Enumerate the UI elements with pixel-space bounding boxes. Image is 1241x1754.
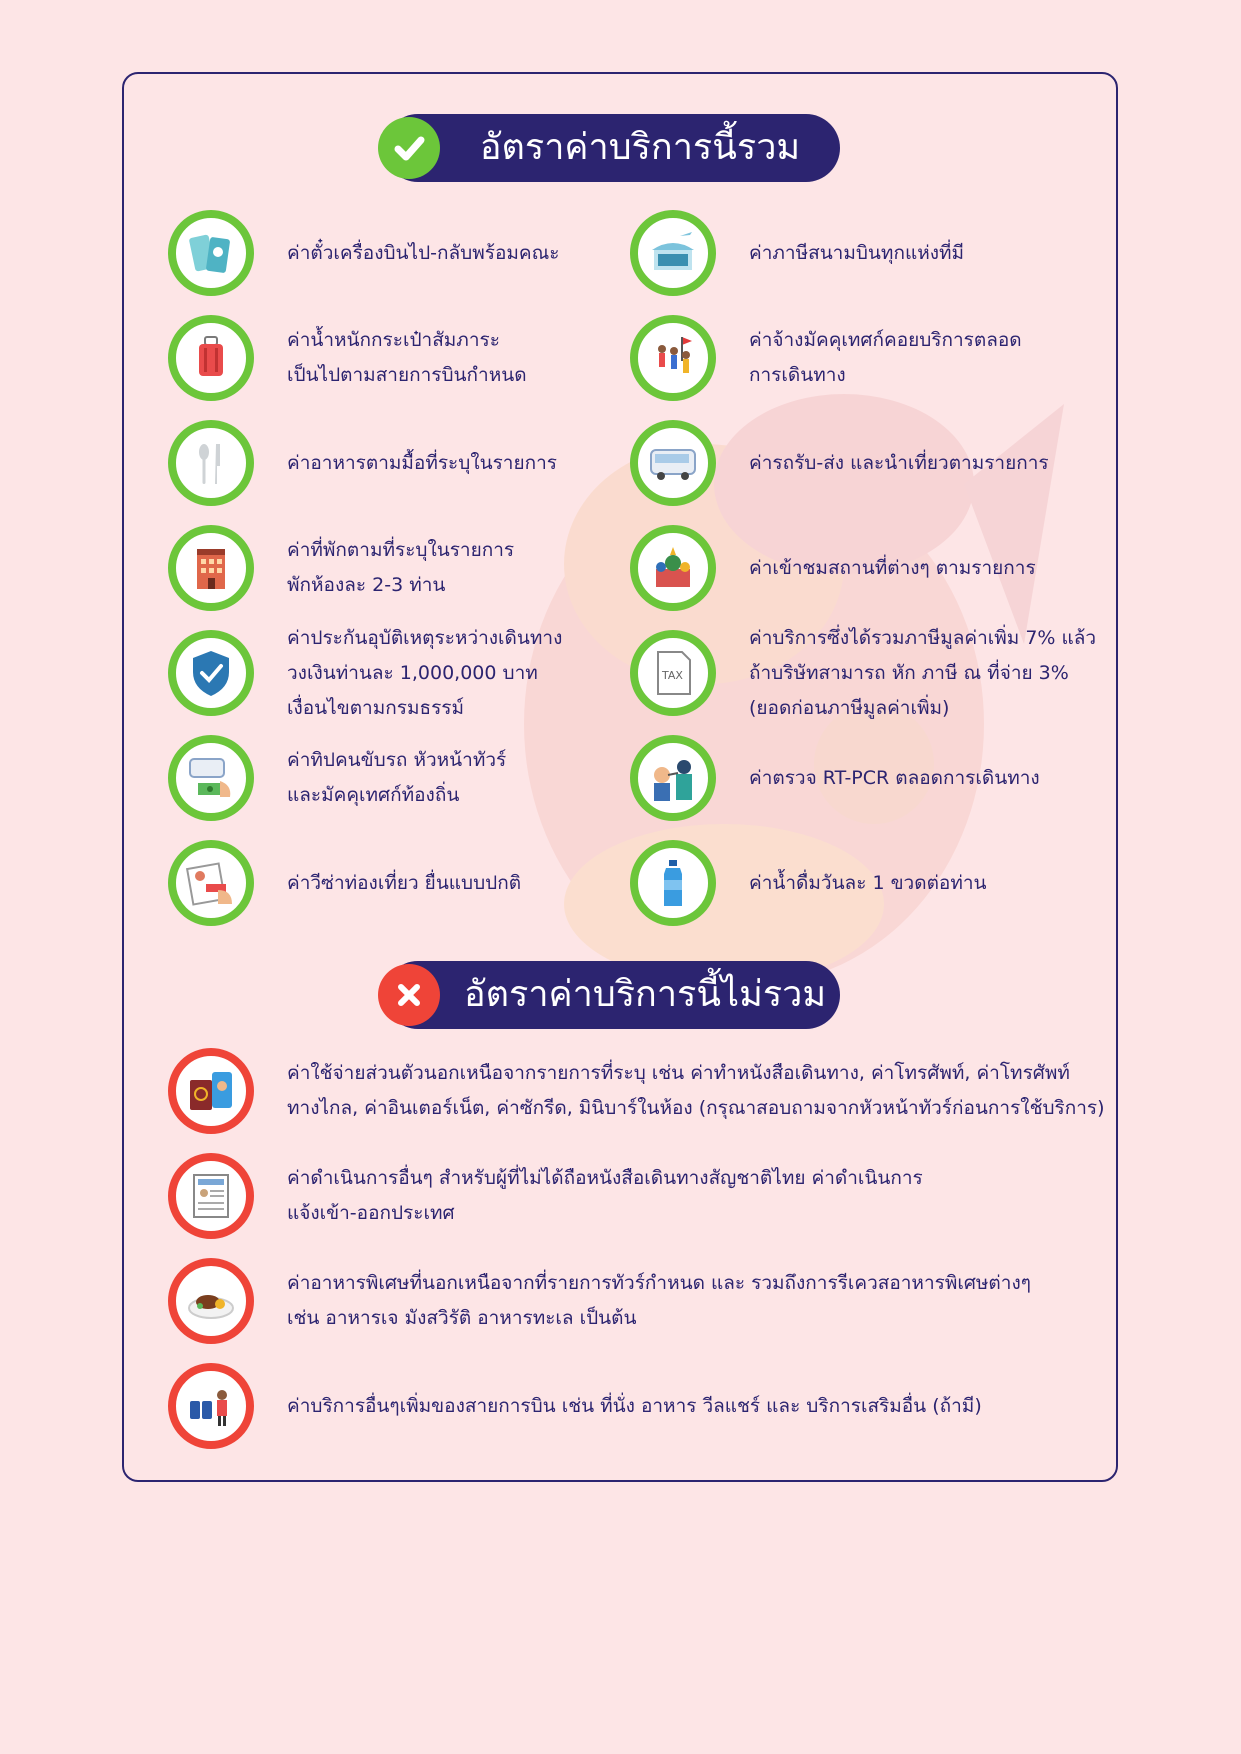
swab-test-icon: [630, 735, 716, 821]
item-text: ทางไกล, ค่าอินเตอร์เน็ต, ค่าซักรีด, มินิบาร์ในห้อง (กรุณาสอบถามจากหัวหน้าทัวร์ก่อนการใช้บริการ): [287, 1097, 1105, 1119]
item-text: ค่าใช้จ่ายส่วนตัวนอกเหนือจากรายการที่ระบุ เช่น ค่าทำหนังสือเดินทาง, ค่าโทรศัพท์, ค่าโทรศัพท์: [287, 1062, 1070, 1084]
item-text: ค่าที่พักตามที่ระบุในรายการ: [287, 539, 515, 561]
item-text: ค่ารถรับ-ส่ง และนำเที่ยวตามรายการ: [749, 451, 1049, 474]
item-text: พักห้องละ 2-3 ท่าน: [287, 574, 446, 596]
item-text: เงื่อนไขตามกรมธรรม์: [287, 696, 465, 719]
document-icon: [168, 1153, 254, 1239]
passport-phone-icon: [168, 1048, 254, 1134]
item-text: วงเงินท่านละ 1,000,000 บาท: [287, 661, 538, 684]
item-text: ค่าภาษีสนามบินทุกแห่งที่มี: [749, 241, 965, 264]
landmark-icon: [630, 525, 716, 611]
item-text: แจ้งเข้า-ออกประเทศ: [287, 1202, 455, 1224]
item-text: ค่าบริการอื่นๆเพิ่มของสายการบิน เช่น ที่นั่ง อาหาร วีลแชร์ และ บริการเสริมอื่น (ถ้ามี): [287, 1394, 982, 1417]
item-text: ค่าดำเนินการอื่นๆ สำหรับผู้ที่ไม่ได้ถือหนังสือเดินทางสัญชาติไทย ค่าดำเนินการ: [287, 1167, 923, 1189]
svg-text:TAX: TAX: [662, 669, 683, 682]
item-text: เช่น อาหารเจ มังสวิรัติ อาหารทะเล เป็นต้น: [287, 1307, 637, 1329]
item-text: ค่าอาหารตามมื้อที่ระบุในรายการ: [287, 451, 557, 474]
services-card: [122, 72, 1118, 1482]
airport-icon: [630, 210, 716, 296]
check-icon: [378, 117, 440, 179]
water-bottle-icon: [630, 840, 716, 926]
tax-icon: [630, 630, 716, 716]
item-text: เป็นไปตามสายการบินกำหนด: [287, 364, 527, 386]
item-text: ค่าน้ำดื่มวันละ 1 ขวดต่อท่าน: [749, 871, 987, 894]
item-text: ค่าเข้าชมสถานที่ต่างๆ ตามรายการ: [749, 556, 1036, 579]
luggage-icon: [168, 315, 254, 401]
cross-icon: [378, 964, 440, 1026]
item-text: ค่าบริการซึ่งได้รวมภาษีมูลค่าเพิ่ม 7% แล้ว: [749, 626, 1097, 649]
airline-seat-icon: [168, 1363, 254, 1449]
item-text: ค่าอาหารพิเศษที่นอกเหนือจากที่รายการทัวร์กำหนด และ รวมถึงการรีเควสอาหารพิเศษต่างๆ: [287, 1272, 1031, 1294]
item-text: ถ้าบริษัทสามารถ หัก ภาษี ณ ที่จ่าย 3%: [749, 661, 1069, 684]
item-text: ค่าตรวจ RT-PCR ตลอดการเดินทาง: [749, 766, 1040, 789]
visa-icon: [168, 840, 254, 926]
shield-icon: [168, 630, 254, 716]
item-text: ค่าน้ำหนักกระเป๋าสัมภาระ: [287, 329, 500, 351]
included-banner: [384, 114, 840, 182]
ticket-icon: [168, 210, 254, 296]
item-text: ค่าทิปคนขับรถ หัวหน้าทัวร์: [287, 749, 507, 771]
item-text: และมัคคุเทศก์ท้องถิ่น: [287, 784, 460, 806]
item-text: (ยอดก่อนภาษีมูลค่าเพิ่ม): [749, 696, 950, 719]
item-text: ค่าประกันอุบัติเหตุระหว่างเดินทาง: [287, 626, 563, 649]
included-title: อัตราค่าบริการนี้รวม: [479, 127, 801, 168]
tour-guide-icon: [630, 315, 716, 401]
tip-icon: [168, 735, 254, 821]
special-meal-icon: [168, 1258, 254, 1344]
item-text: การเดินทาง: [749, 364, 846, 386]
item-text: ค่าวีซ่าท่องเที่ยว ยื่นแบบปกติ: [287, 871, 522, 894]
item-text: ค่าจ้างมัคคุเทศก์คอยบริการตลอด: [749, 329, 1022, 351]
cutlery-icon: [168, 420, 254, 506]
item-text: ค่าตั๋วเครื่องบินไป-กลับพร้อมคณะ: [287, 241, 560, 264]
excluded-title: อัตราค่าบริการนี้ไม่รวม: [464, 974, 827, 1015]
excluded-banner: [384, 961, 840, 1029]
hotel-icon: [168, 525, 254, 611]
bus-icon: [630, 420, 716, 506]
